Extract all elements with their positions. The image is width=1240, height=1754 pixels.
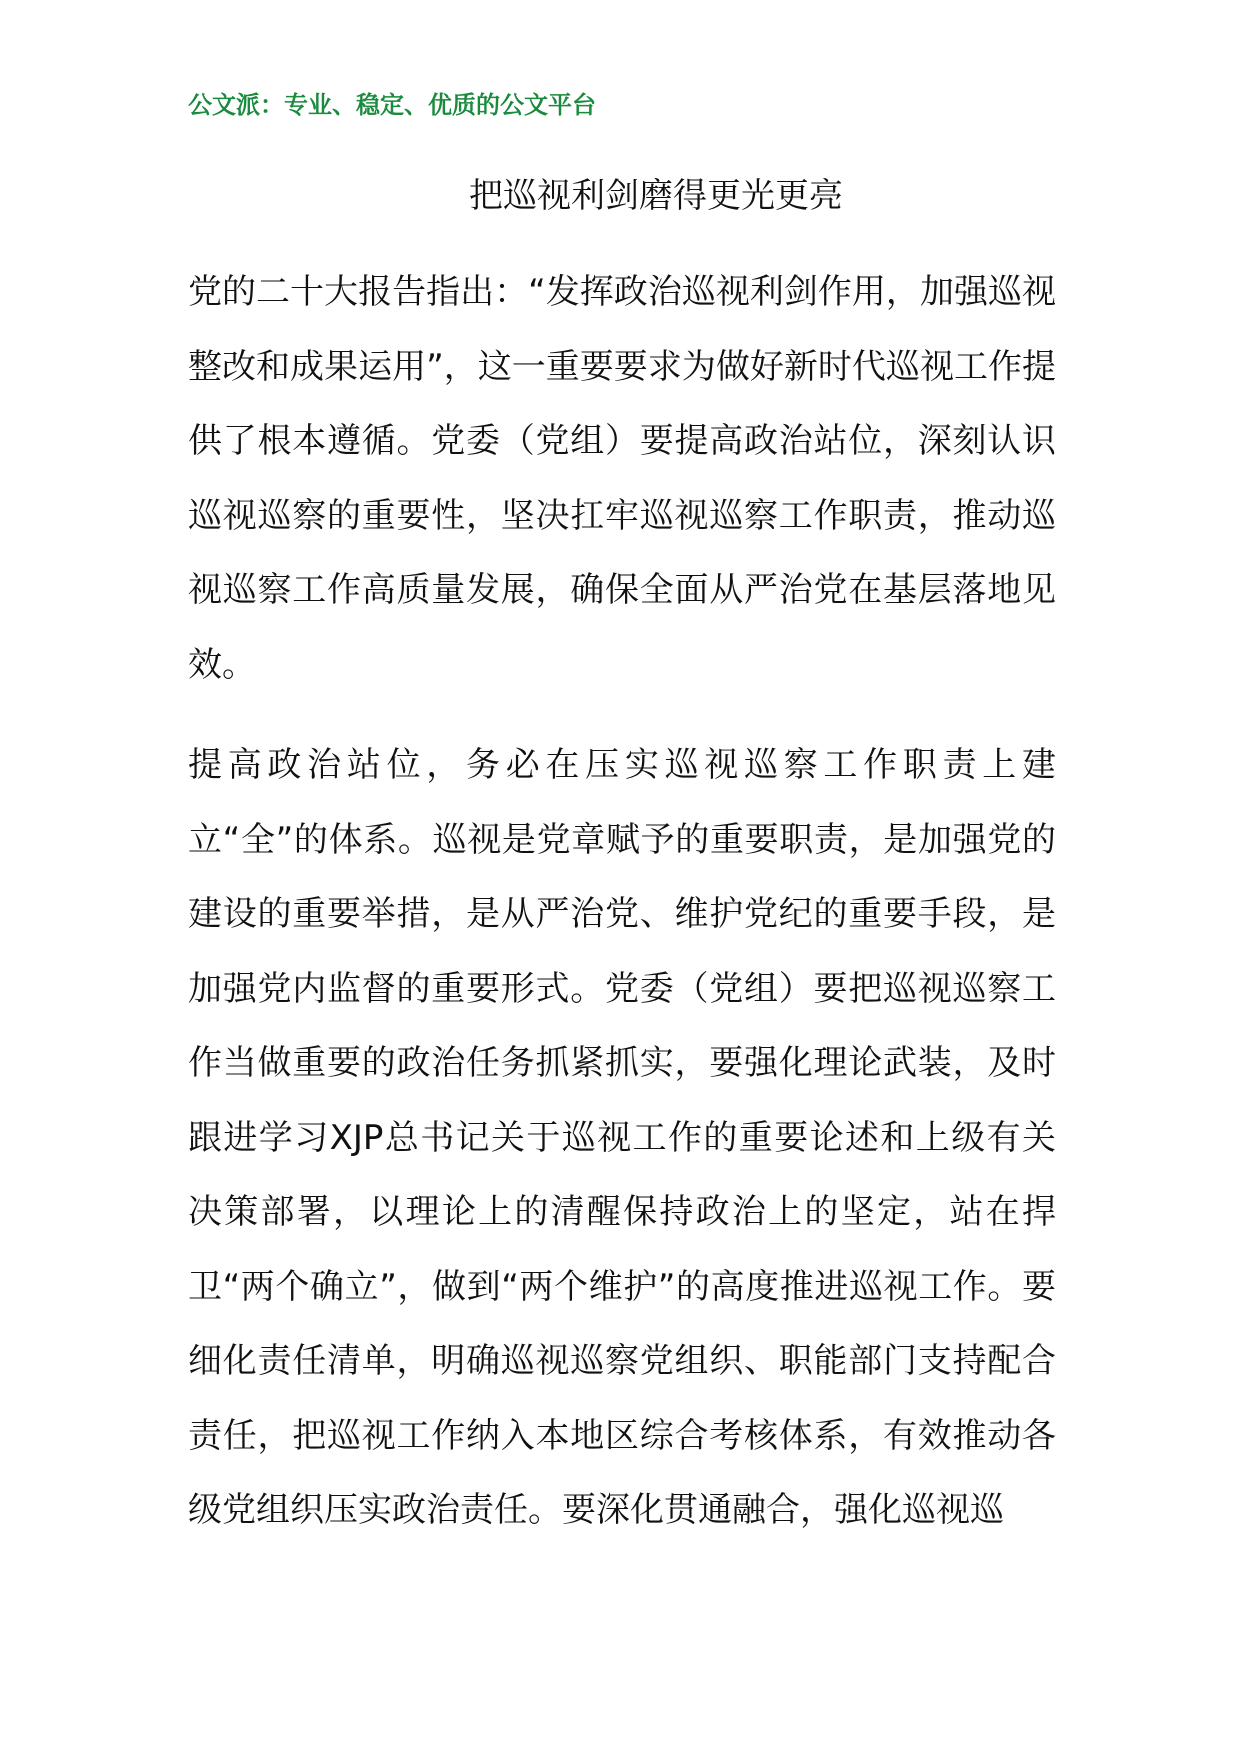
document-title: 把巡视利剑磨得更光更亮 (469, 176, 843, 216)
paragraph-container-2 (188, 728, 1056, 1548)
paragraph-container-1 (188, 255, 1056, 702)
body-paragraph-1: 党的二十大报告指出：“发挥政治巡视利剑作用，加强巡视整改和成果运用”，这一重要要求为做好新时代巡视工作提供了根本遵循。党委（党组）要提高政治站位，深刻认识巡视巡察的重要性，坚决扛牢巡视巡察工作职责，推动巡视巡察工作高质量发展，确保全面从严治党在基层落地见效。 (188, 272, 1056, 685)
body-paragraph-2: 提高政治站位，务必在压实巡视巡察工作职责上建立“全”的体系。巡视是党章赋予的重要职责，是加强党的建设的重要举措，是从严治党、维护党纪的重要手段，是加强党内监督的重要形式。党委（党组）要把巡视巡察工作当做重要的政治任务抓紧抓实，要强化理论武装，及时跟进学习XJP总书记关于巡视工作的重要论述和上级有关决策部署，以理论上的清醒保持政治上的坚定，站在捍卫“两个确立”，做到“两个维护”的高度推进巡视工作。要细化责任清单，明确巡视巡察党组织、职能部门支持配合责任，把巡视工作纳入本地区综合考核体系，有效推动各级党组织压实政治责任。要深化贯通融合，强化巡视巡 (188, 745, 1056, 1530)
brand-header: 公文派：专业、稳定、优质的公文平台 (188, 91, 596, 119)
